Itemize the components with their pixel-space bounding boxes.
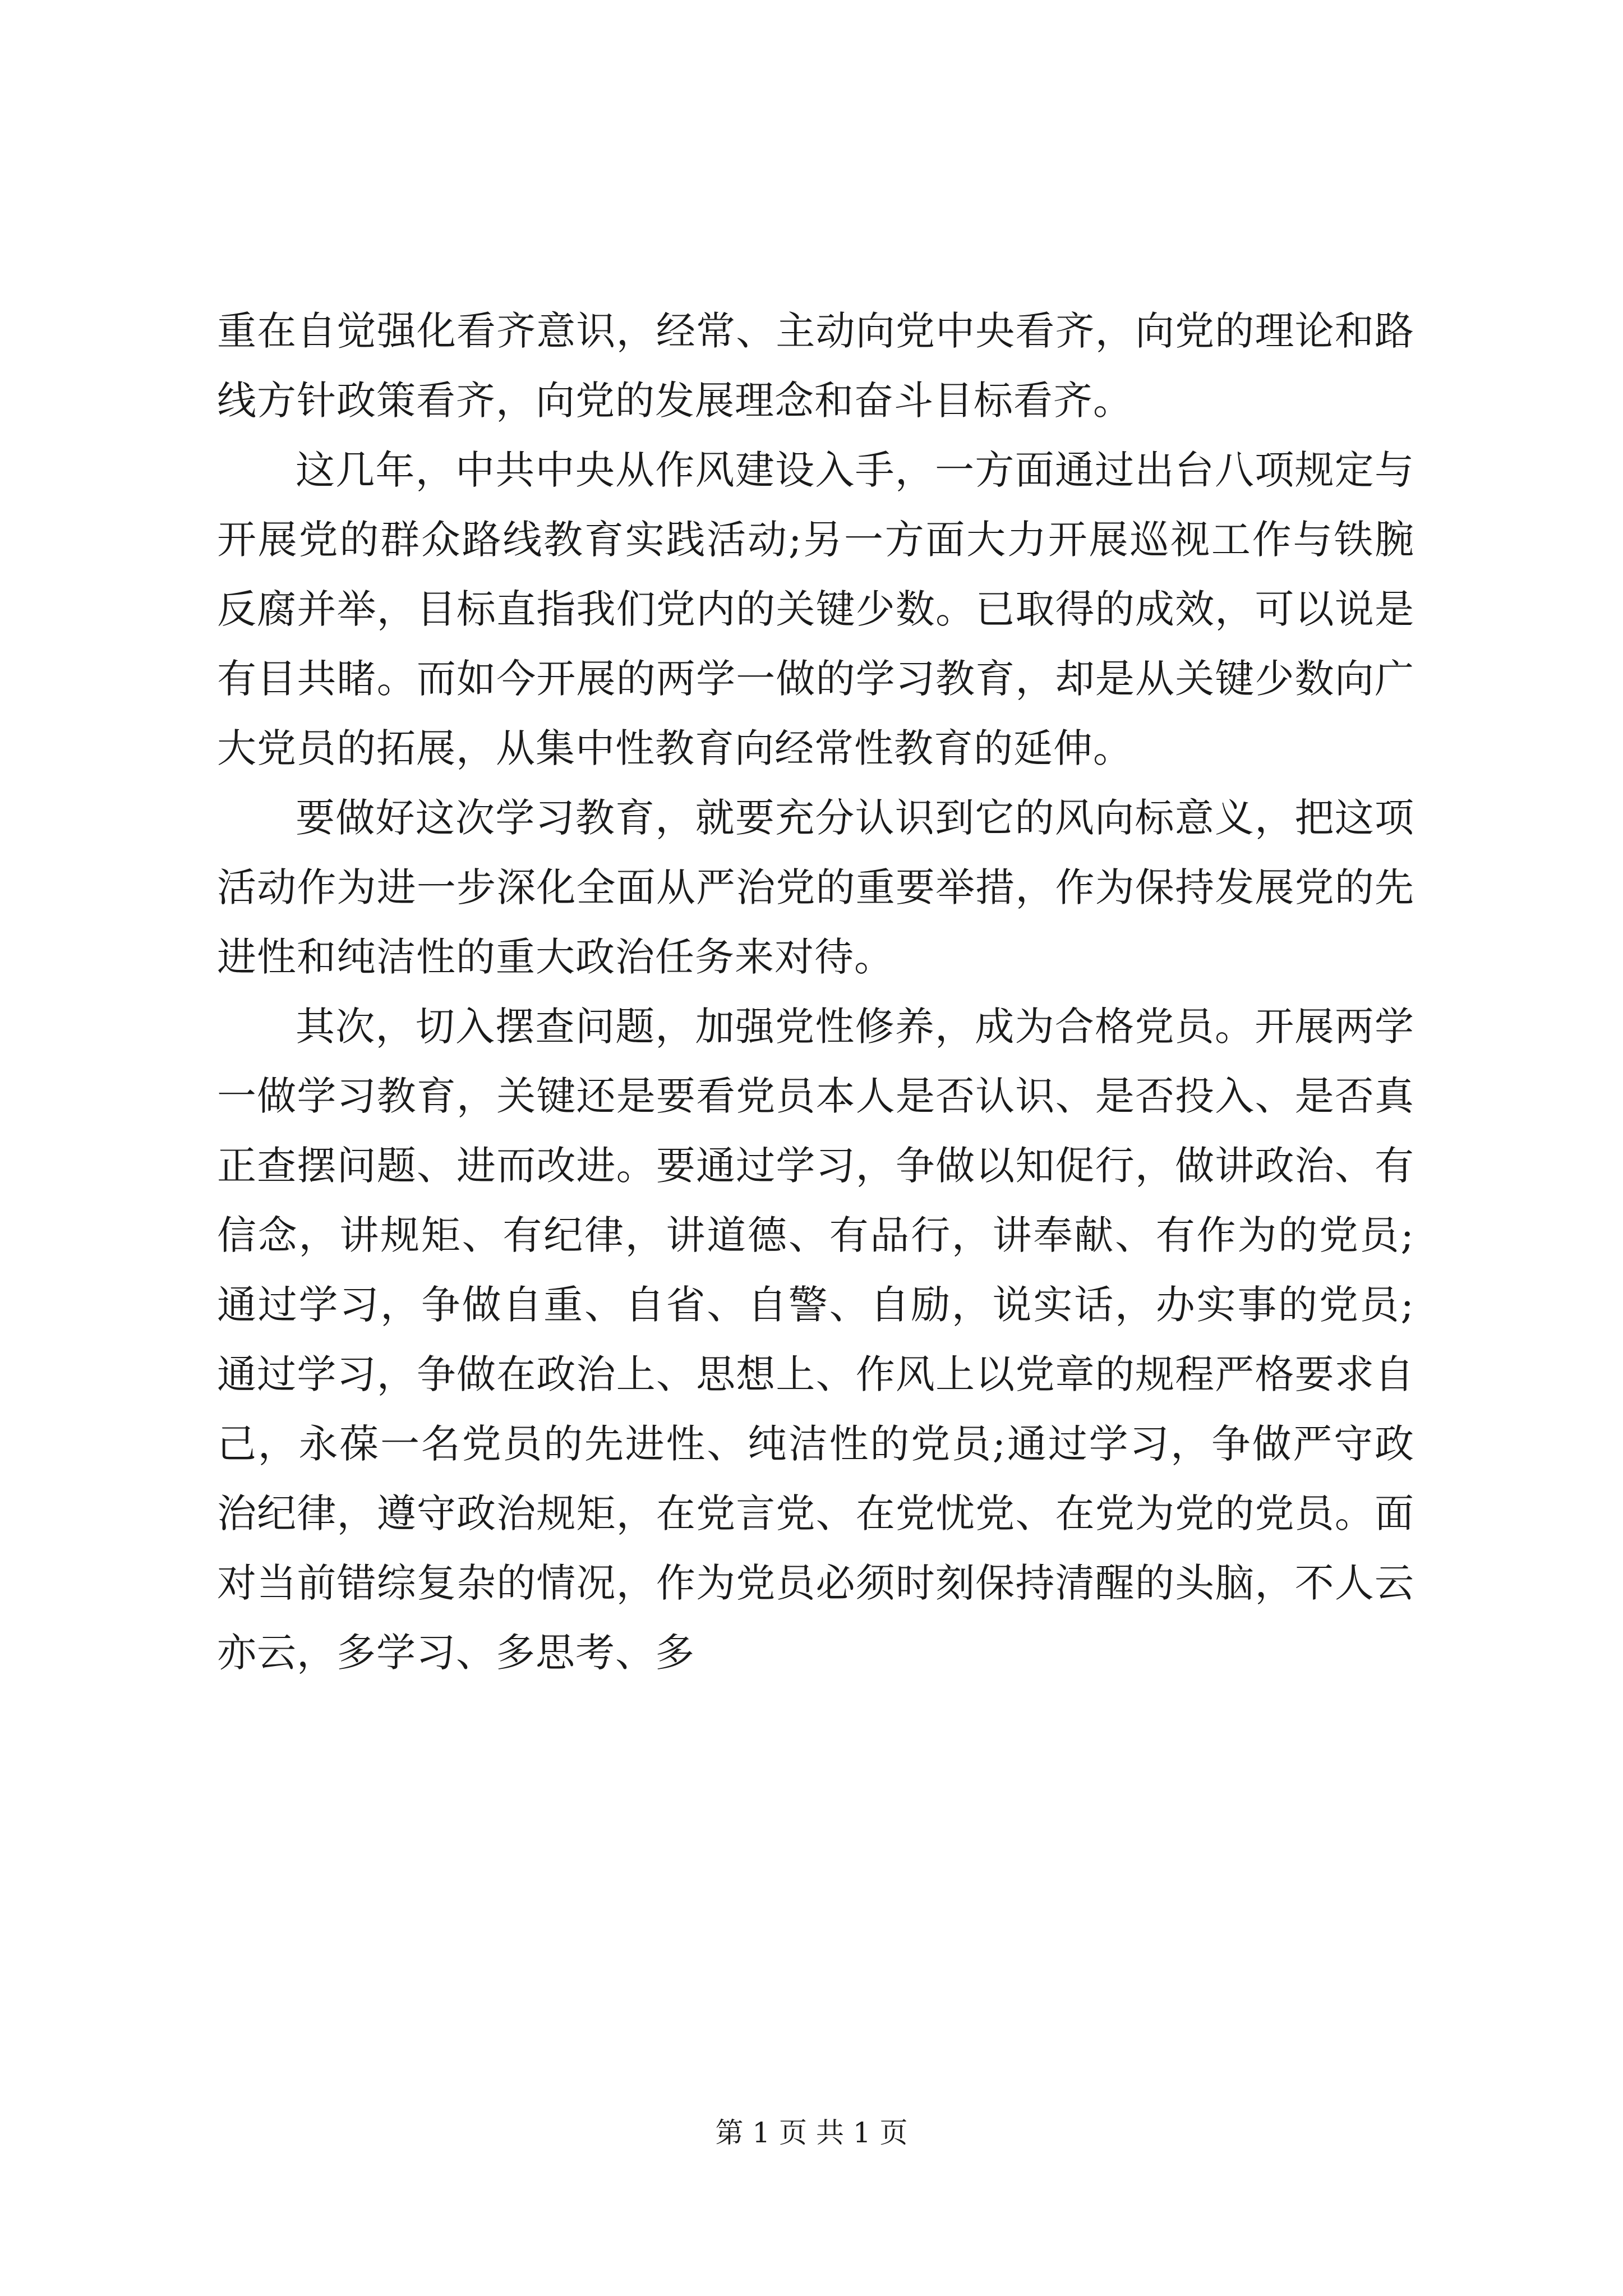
paragraph-2: 这几年，中共中央从作风建设入手，一方面通过出台八项规定与开展党的群众路线教育实践活动;另一方面大力开展巡视工作与铁腕反腐并举，目标直指我们党内的关键少数。已取得的成效，可以说是有目共睹。而如今开展的两学一做的学习教育，却是从关键少数向广大党员的拓展，从集中性教育向经常性教育的延伸。 bbox=[217, 447, 1414, 771]
paragraph-1: 重在自觉强化看齐意识，经常、主动向党中央看齐，向党的理论和路线方针政策看齐，向党的发展理念和奋斗目标看齐。 bbox=[217, 308, 1414, 424]
document-body bbox=[217, 296, 1414, 1687]
paragraph-3: 要做好这次学习教育，就要充分认识到它的风向标意义，把这项活动作为进一步深化全面从严治党的重要举措，作为保持发展党的先进性和纯洁性的重大政治任务来对待。 bbox=[217, 795, 1414, 980]
page-footer: 第 1 页 共 1 页 bbox=[715, 2116, 908, 2149]
paragraph-4: 其次，切入摆查问题，加强党性修养，成为合格党员。开展两学一做学习教育，关键还是要看党员本人是否认识、是否投入、是否真正查摆问题、进而改进。要通过学习，争做以知促行，做讲政治、有信念，讲规矩、有纪律，讲道德、有品行，讲奉献、有作为的党员;通过学习，争做自重、自省、自警、自励，说实话，办实事的党员;通过学习，争做在政治上、思想上、作风上以党章的规程严格要求自己，永葆一名党员的先进性、纯洁性的党员;通过学习，争做严守政治纪律，遵守政治规矩，在党言党、在党忧党、在党为党的党员。面对当前错综复杂的情况，作为党员必须时刻保持清醒的头脑，不人云亦云，多学习、多思考、多 bbox=[217, 1004, 1414, 1676]
